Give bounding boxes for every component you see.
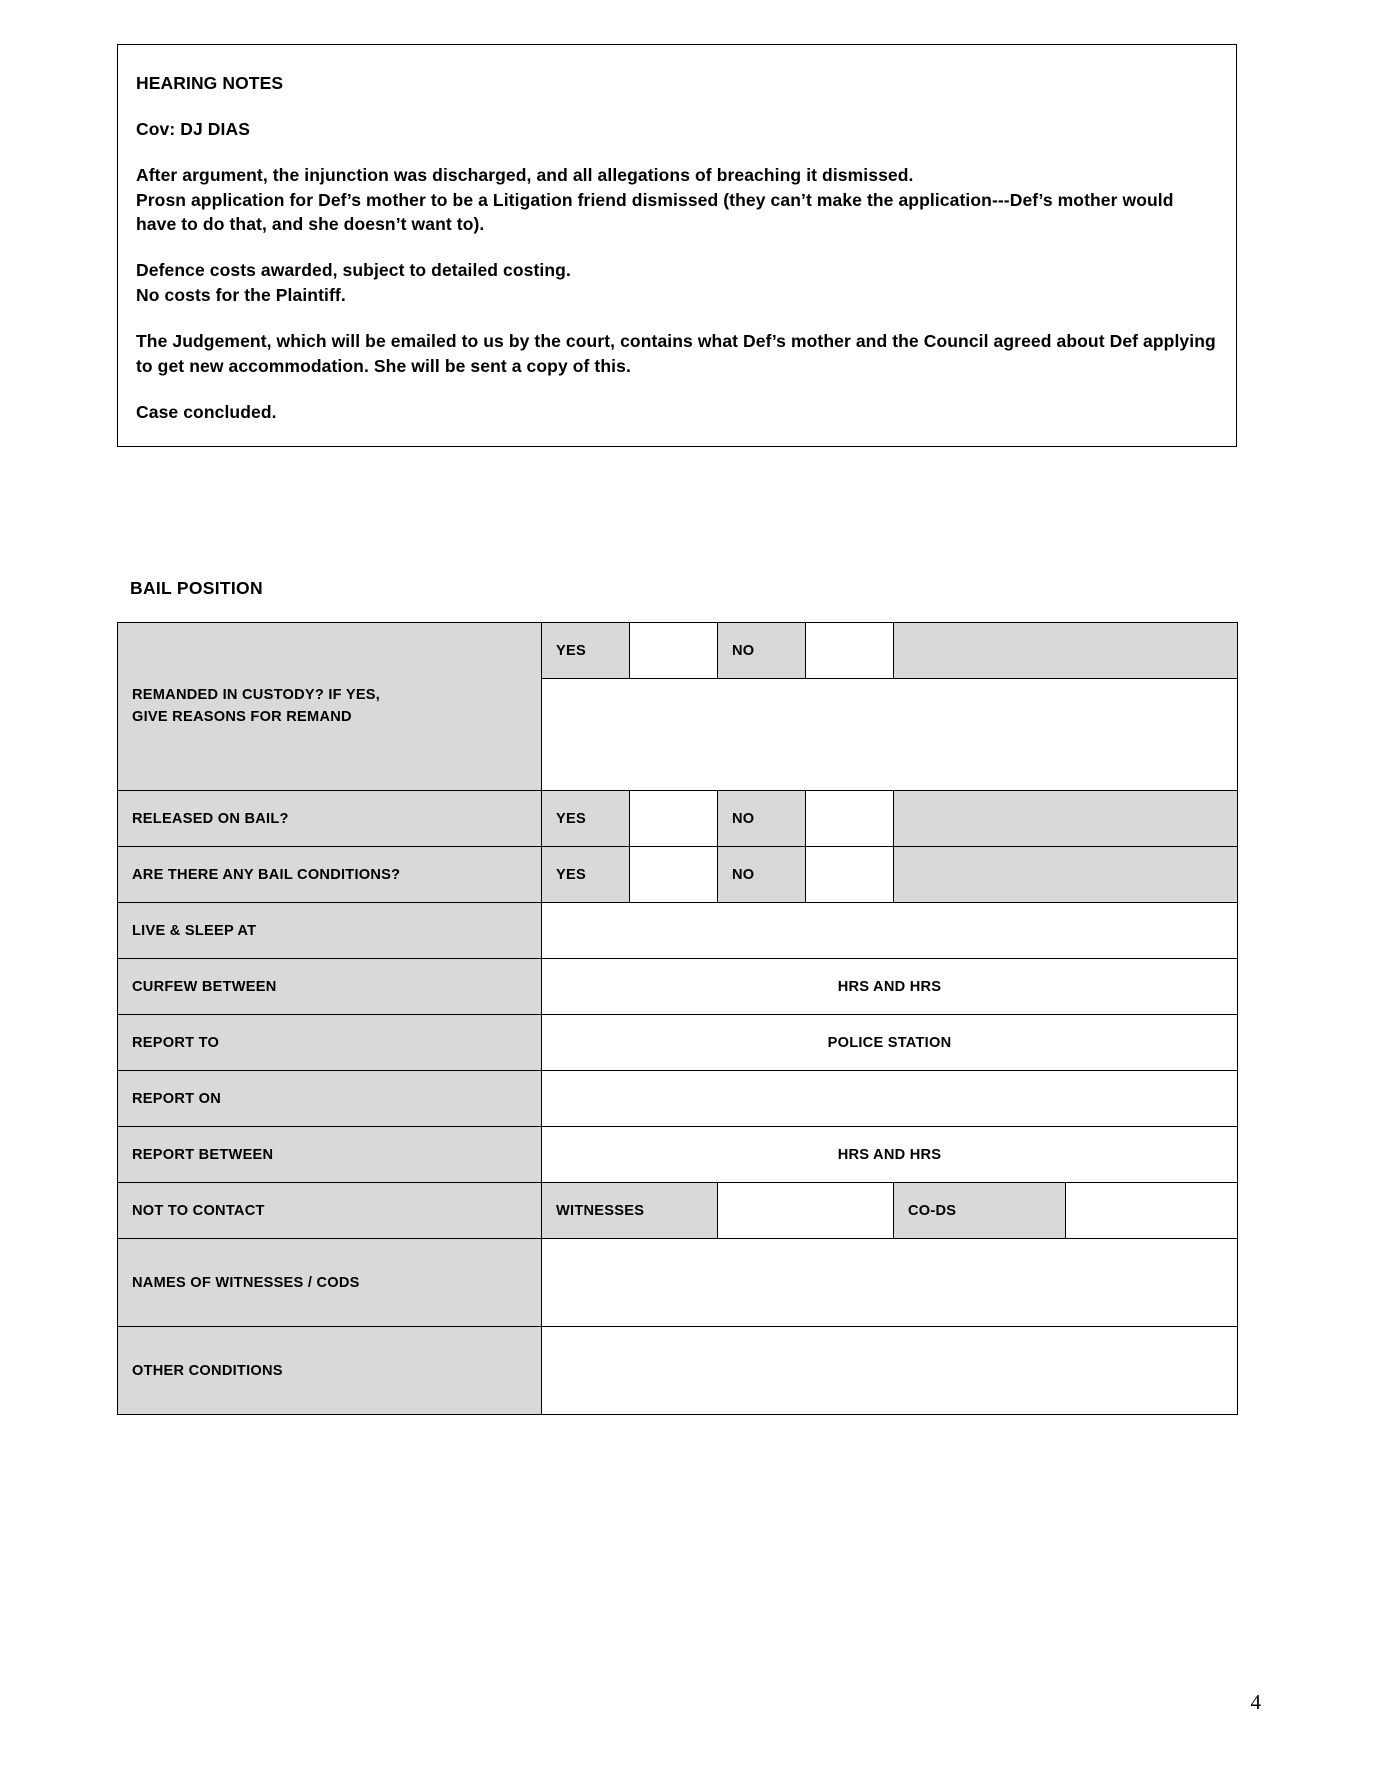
conditions-no-label: NO xyxy=(718,847,806,903)
curfew-field[interactable]: HRS AND HRS xyxy=(542,959,1238,1015)
table-row xyxy=(118,959,1238,1015)
spacer xyxy=(136,379,1218,400)
hearing-notes-cov: Cov: DJ DIAS xyxy=(136,118,250,139)
remand-filler-cell xyxy=(894,623,1238,679)
remand-no-label: NO xyxy=(718,623,806,679)
remand-no-box[interactable] xyxy=(806,623,894,679)
bail-position-table xyxy=(117,622,1237,1415)
live-sleep-field[interactable] xyxy=(542,903,1238,959)
remand-yes-label: YES xyxy=(542,623,630,679)
names-of-witnesses-label: NAMES OF WITNESSES / CODS xyxy=(118,1239,542,1327)
spacer xyxy=(136,237,1218,258)
report-between-label: REPORT BETWEEN xyxy=(118,1127,542,1183)
spacer xyxy=(136,96,1218,117)
remand-reasons-field[interactable] xyxy=(542,679,1238,791)
table-row xyxy=(118,903,1238,959)
table-row xyxy=(118,847,1238,903)
conditions-no-box[interactable] xyxy=(806,847,894,903)
conditions-yes-box[interactable] xyxy=(630,847,718,903)
spacer xyxy=(136,308,1218,329)
hearing-notes-para1-line1: After argument, the injunction was discharged, and all allegations of breaching it dismissed. xyxy=(136,164,914,185)
other-conditions-field[interactable] xyxy=(542,1327,1238,1415)
hearing-notes-box xyxy=(117,44,1237,447)
hearing-notes-para2-line1: Defence costs awarded, subject to detailed costing. xyxy=(136,260,571,281)
not-to-contact-label: NOT TO CONTACT xyxy=(118,1183,542,1239)
remand-yes-box[interactable] xyxy=(630,623,718,679)
bail-position-heading: BAIL POSITION xyxy=(130,578,263,598)
witnesses-box[interactable] xyxy=(718,1183,894,1239)
report-to-label: REPORT TO xyxy=(118,1015,542,1071)
co-ds-box[interactable] xyxy=(1066,1183,1238,1239)
co-ds-label: CO-DS xyxy=(894,1183,1066,1239)
report-on-label: REPORT ON xyxy=(118,1071,542,1127)
released-no-box[interactable] xyxy=(806,791,894,847)
table-row xyxy=(118,1015,1238,1071)
spacer xyxy=(136,142,1218,163)
live-sleep-label: LIVE & SLEEP AT xyxy=(118,903,542,959)
released-filler-cell xyxy=(894,791,1238,847)
hearing-notes-para3: The Judgement, which will be emailed to us by the court, contains what Def’s mother and the Council agreed about Def applying to get new accommodation. She will be sent a copy of this. xyxy=(136,330,1216,376)
hearing-notes-para4: Case concluded. xyxy=(136,401,277,422)
other-conditions-label: OTHER CONDITIONS xyxy=(118,1327,542,1415)
names-of-witnesses-field[interactable] xyxy=(542,1239,1238,1327)
hearing-notes-title: HEARING NOTES xyxy=(136,73,284,93)
table-row xyxy=(118,1239,1238,1327)
remand-label-line1: REMANDED IN CUSTODY? IF YES, xyxy=(132,686,381,703)
table-row xyxy=(118,791,1238,847)
remand-label-line2: GIVE REASONS FOR REMAND xyxy=(132,708,352,725)
released-yes-label: YES xyxy=(542,791,630,847)
released-no-label: NO xyxy=(718,791,806,847)
conditions-filler-cell xyxy=(894,847,1238,903)
bail-conditions-label: ARE THERE ANY BAIL CONDITIONS? xyxy=(118,847,542,903)
table-row xyxy=(118,1071,1238,1127)
witnesses-label: WITNESSES xyxy=(542,1183,718,1239)
hearing-notes-para1-line2: Prosn application for Def’s mother to be a Litigation friend dismissed (they can’t make the application---Def’s mother would have to do that, and she doesn’t want to). xyxy=(136,189,1174,235)
conditions-yes-label: YES xyxy=(542,847,630,903)
released-yes-box[interactable] xyxy=(630,791,718,847)
curfew-label: CURFEW BETWEEN xyxy=(118,959,542,1015)
released-on-bail-label: RELEASED ON BAIL? xyxy=(118,791,542,847)
page-number: 4 xyxy=(1250,1690,1261,1714)
report-on-field[interactable] xyxy=(542,1071,1238,1127)
report-to-field[interactable]: POLICE STATION xyxy=(542,1015,1238,1071)
remand-label-cell xyxy=(118,623,542,791)
table-row xyxy=(118,623,1238,679)
table-row xyxy=(118,1183,1238,1239)
hearing-notes-para2-line2: No costs for the Plaintiff. xyxy=(136,285,346,306)
table-row xyxy=(118,1327,1238,1415)
report-between-field[interactable]: HRS AND HRS xyxy=(542,1127,1238,1183)
table-row xyxy=(118,1127,1238,1183)
